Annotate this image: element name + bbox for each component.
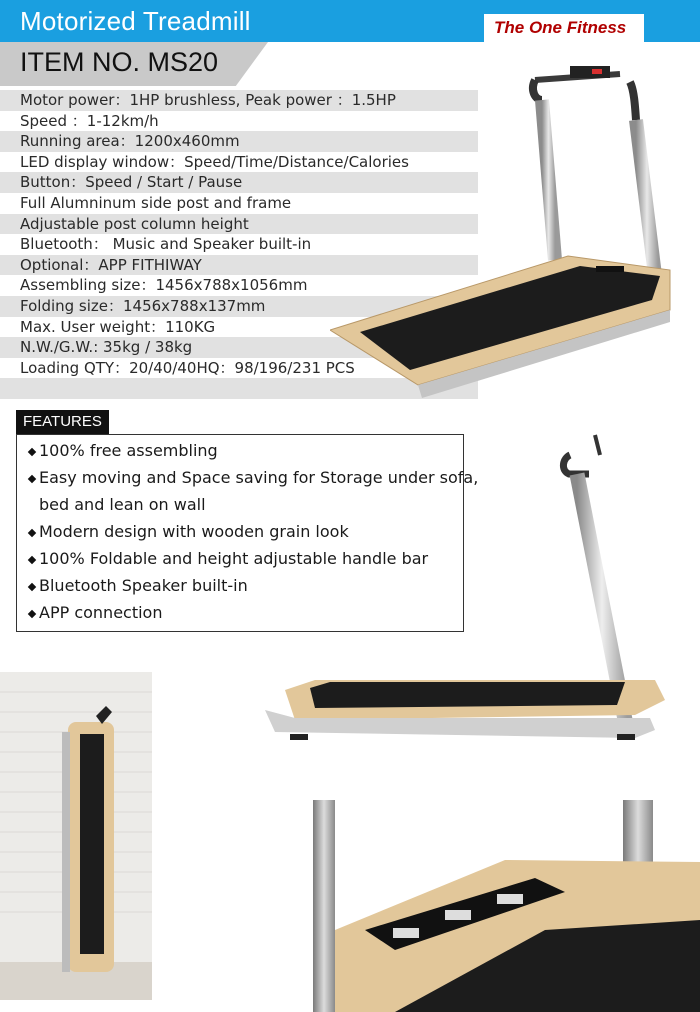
spec-motor-power: Motor power：1HP brushless, Peak power ：1.5HP bbox=[20, 91, 396, 109]
page-title: Motorized Treadmill bbox=[20, 6, 251, 36]
spec-optional: Optional：APP FITHIWAY bbox=[20, 255, 202, 274]
spec-led-display: LED display window：Speed/Time/Distance/Calories bbox=[20, 152, 409, 171]
bullet-icon bbox=[28, 475, 36, 483]
spec-post-height: Adjustable post column height bbox=[20, 214, 249, 233]
spec-speed: Speed ：1-12km/h bbox=[20, 111, 159, 130]
feature-item: 100% free assembling bbox=[39, 441, 218, 460]
spec-button: Button：Speed / Start / Pause bbox=[20, 173, 243, 192]
item-number: ITEM NO. MS20 bbox=[20, 47, 219, 77]
bullet-icon bbox=[28, 610, 36, 618]
spec-frame: Full Alumninum side post and frame bbox=[20, 194, 292, 212]
bullet-icon bbox=[28, 556, 36, 564]
spec-assembling-size: Assembling size：1456x788x1056mm bbox=[20, 276, 308, 295]
treadmill-folding-image bbox=[255, 430, 695, 750]
bullet-icon bbox=[28, 529, 36, 537]
feature-item-continued: bed and lean on wall bbox=[39, 495, 206, 514]
spec-max-weight: Max. User weight：110KG bbox=[20, 317, 216, 336]
spec-weight: N.W./G.W.: 35kg / 38kg bbox=[20, 338, 193, 357]
features-label: FEATURES bbox=[16, 410, 109, 434]
treadmill-upright-image bbox=[330, 60, 700, 400]
feature-item: Easy moving and Space saving for Storage under sofa, bbox=[39, 468, 479, 487]
spec-folding-size: Folding size：1456x788x137mm bbox=[20, 297, 266, 315]
brand-name: The One Fitness bbox=[494, 18, 627, 37]
feature-item: Modern design with wooden grain look bbox=[39, 522, 349, 541]
bullet-icon bbox=[28, 448, 36, 456]
feature-item: Bluetooth Speaker built-in bbox=[39, 576, 248, 595]
feature-item: 100% Foldable and height adjustable handle bar bbox=[39, 549, 429, 568]
spec-loading-qty: Loading QTY：20/40/40HQ：98/196/231 PCS bbox=[20, 358, 355, 377]
bullet-icon bbox=[28, 583, 36, 591]
feature-item: APP connection bbox=[39, 603, 163, 622]
spec-bluetooth: Bluetooth： Music and Speaker built-in bbox=[20, 235, 312, 254]
treadmill-wall-photo bbox=[0, 672, 152, 1000]
spec-running-area: Running area：1200x460mm bbox=[20, 132, 240, 151]
brand-logo bbox=[484, 14, 644, 44]
treadmill-display-closeup bbox=[305, 800, 700, 1012]
